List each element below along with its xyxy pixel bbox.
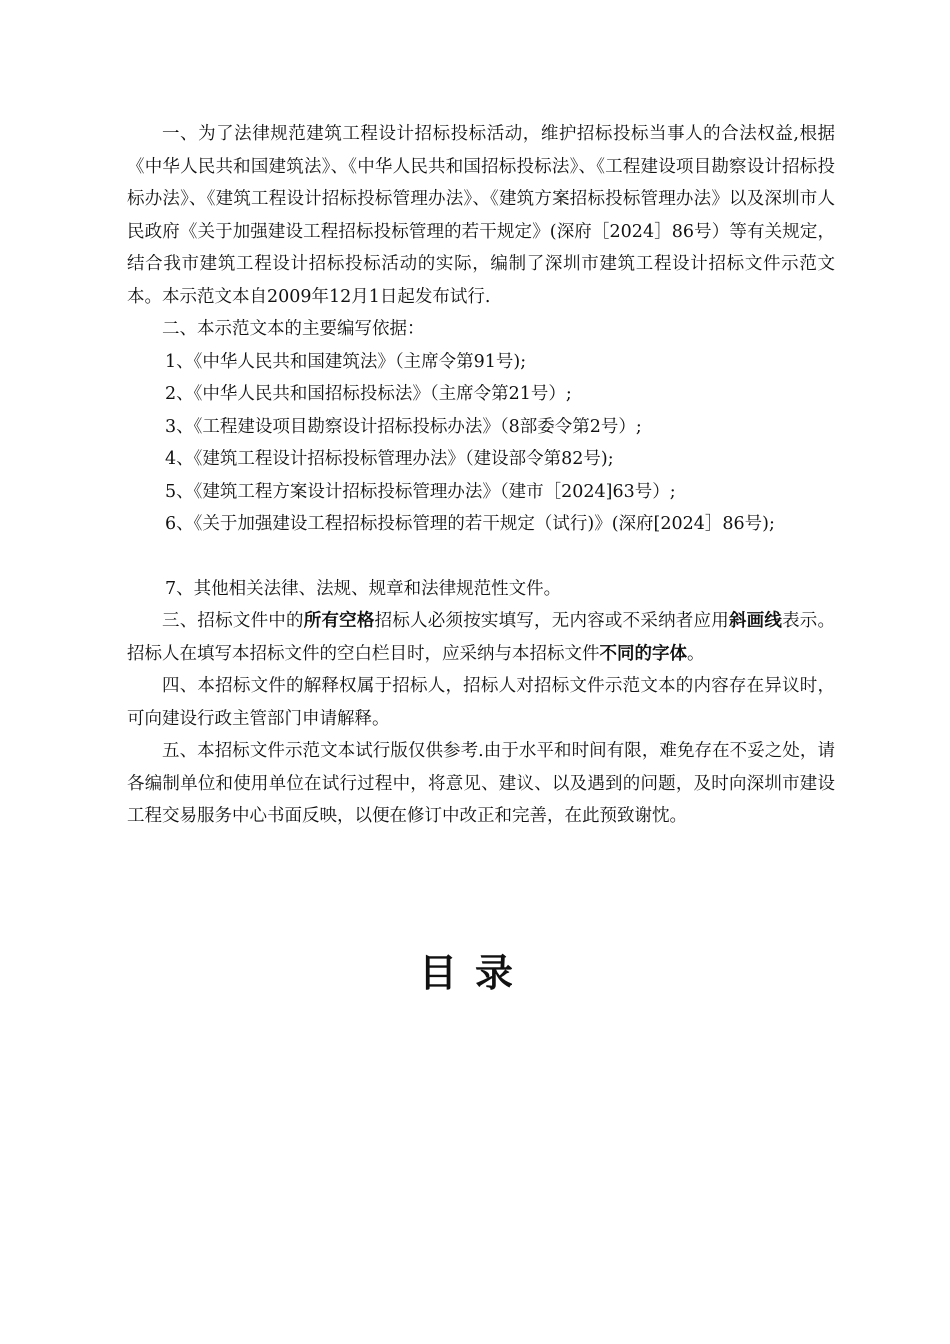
- paragraph-basis-heading: 二、本示范文本的主要编写依据：: [162, 319, 425, 339]
- emphasis-different-font: 不同的字体: [599, 643, 687, 664]
- text-run: 。: [687, 643, 705, 664]
- basis-item-1: 1、《中华人民共和国建筑法》（主席令第91号);: [165, 351, 527, 372]
- basis-item-7: 7、其他相关法律、法规、规章和法律规范性文件。: [165, 578, 562, 599]
- basis-item-4: 4、《建筑工程设计招标投标管理办法》（建设部令第82号);: [165, 449, 614, 469]
- emphasis-all-blanks: 所有空格: [303, 611, 375, 631]
- toc-title: 目录: [418, 951, 531, 995]
- emphasis-slash-line: 斜画线: [728, 611, 783, 631]
- document-body: [127, 118, 835, 833]
- paragraph-interpretation: 四、本招标文件的解释权属于招标人，招标人对招标文件示范文本的内容存在异议时，可向建设行政主管部门申请解释。: [127, 676, 835, 729]
- paragraph-blank-fields: [127, 605, 835, 670]
- text-run: 表示。招标人在填写本招标文件的空白栏目时，应采纳与本招标文件: [127, 611, 836, 664]
- text-run: 招标人必须按实填写，无内容或不采纳者应用: [374, 611, 729, 631]
- paragraph-feedback: 五、本招标文件示范文本试行版仅供参考.由于水平和时间有限，难免存在不妥之处，请各编制单位和使用单位在试行过程中，将意见、建议、以及遇到的问题，及时向深圳市建设工程交易服务中心书面反映，以便在修订中改正和完善，在此预致谢忱。: [127, 741, 835, 826]
- paragraph-purpose: 一、为了法律规范建筑工程设计招标投标活动，维护招标投标当事人的合法权益,根据《中华人民共和国建筑法》、《中华人民共和国招标投标法》、《工程建设项目勘察设计招标投标办法》、《建筑工程设计招标投标管理办法》、《建筑方案招标投标管理办法》以及深圳市人民政府《关于加强建设工程招标投标管理的若干规定》(深府［2024］86号）等有关规定，结合我市建筑工程设计招标投标活动的实际，编制了深圳市建筑工程设计招标文件示范文本。本示范文本自2009年12月1日起发布试行.: [127, 124, 835, 307]
- text-run: 三、招标文件中的: [162, 611, 304, 631]
- basis-item-6: 6、《关于加强建设工程招标投标管理的若干规定（试行)》(深府[2024］86号);: [165, 514, 775, 534]
- basis-item-3: 3、《工程建设项目勘察设计招标投标办法》（8部委令第2号）;: [165, 416, 642, 437]
- spacer: [127, 541, 835, 573]
- basis-item-5: 5、《建筑工程方案设计招标投标管理办法》（建市［2024]63号）;: [165, 481, 676, 502]
- basis-item-2: 2、《中华人民共和国招标投标法》（主席令第21号）;: [165, 384, 572, 404]
